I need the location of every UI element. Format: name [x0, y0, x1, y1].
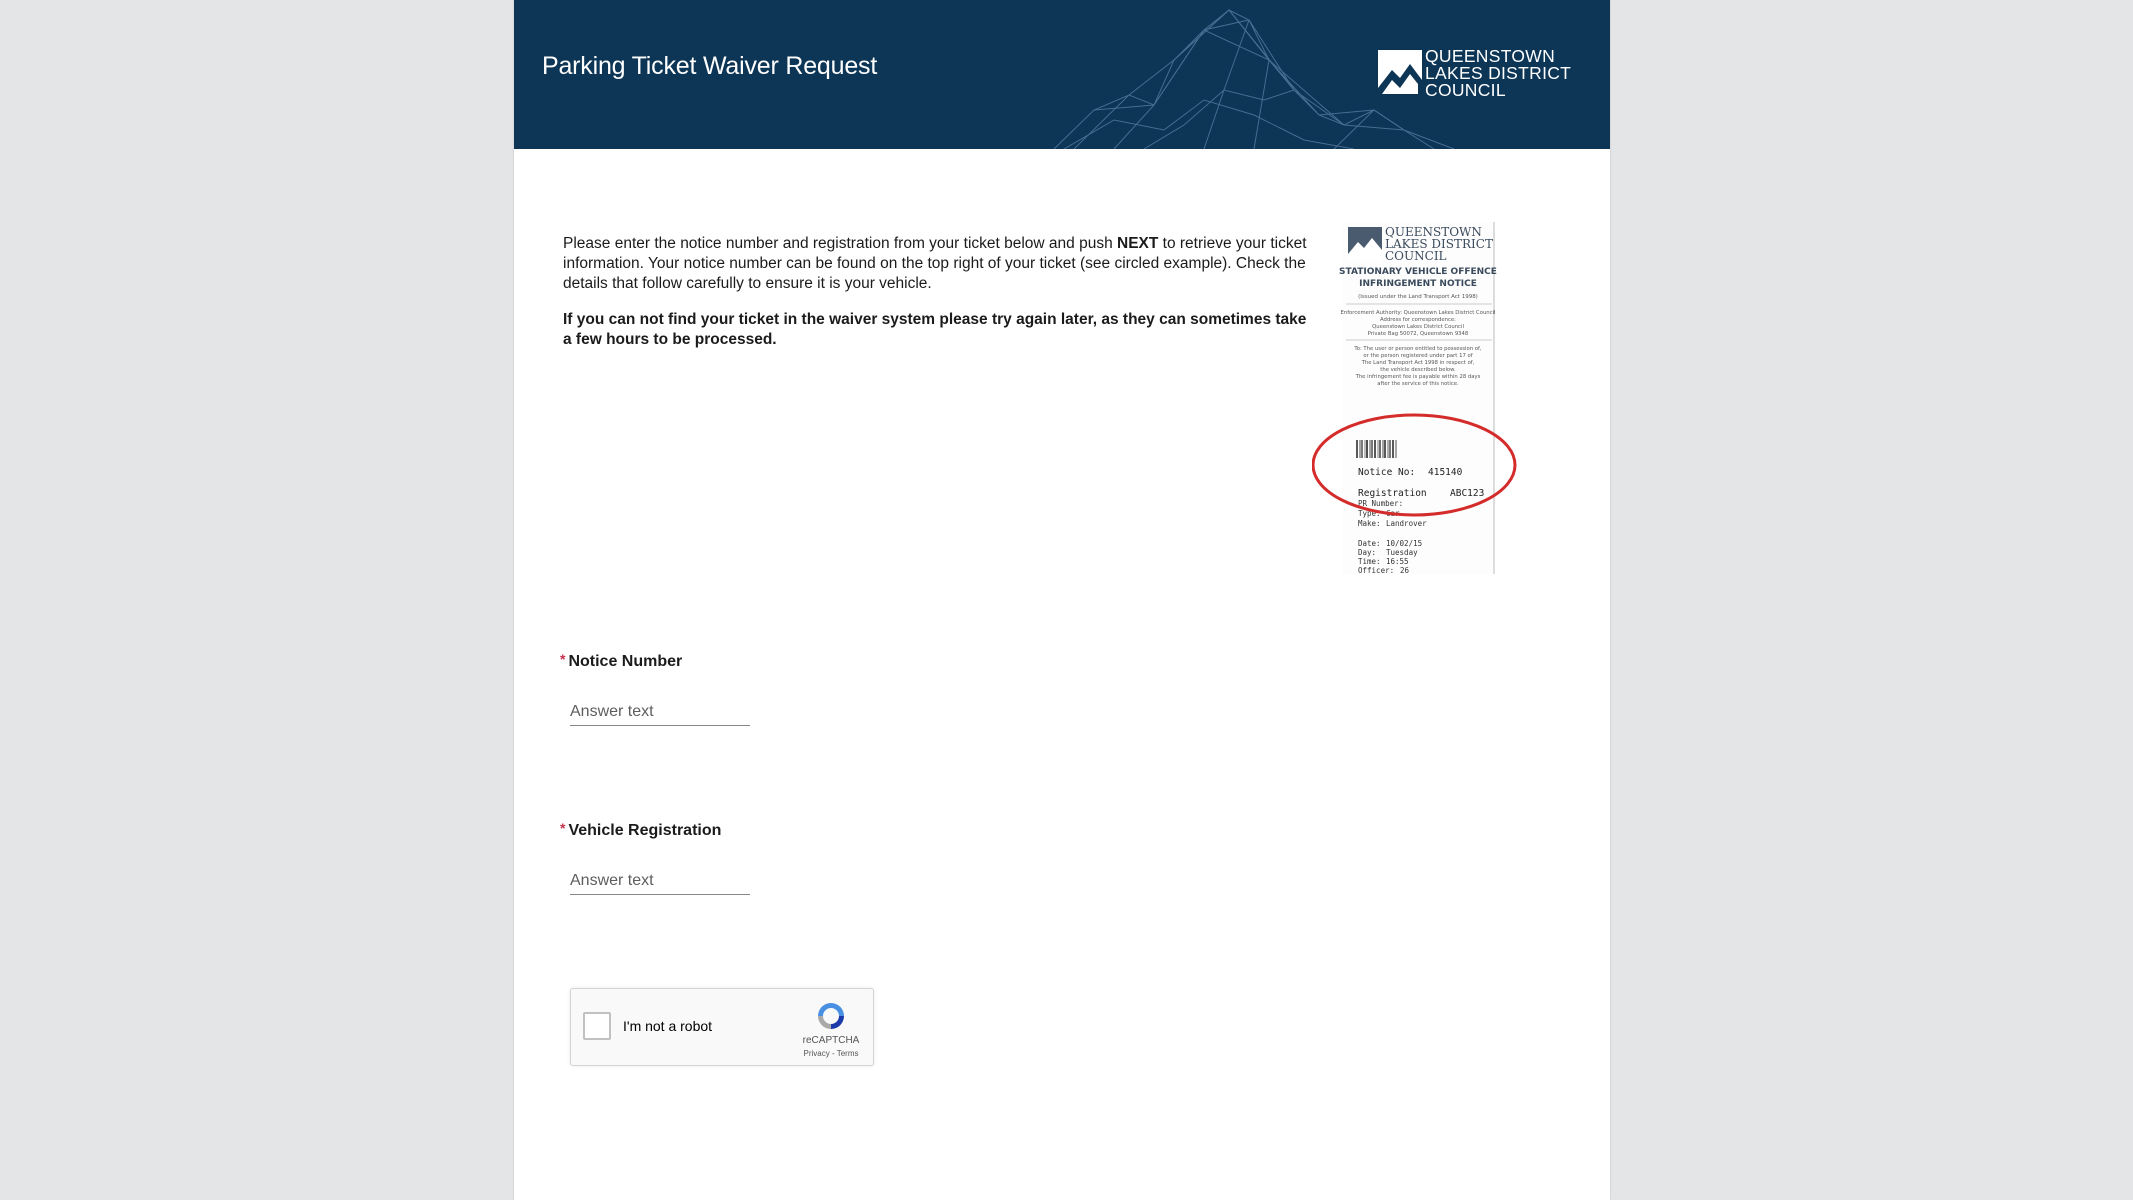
- question-title: Vehicle Registration: [568, 822, 722, 839]
- form-title: Parking Ticket Waiver Request: [542, 52, 878, 80]
- ticket-to-line: the vehicle described below.: [1380, 367, 1456, 373]
- logo-line: QUEENSTOWN: [1425, 46, 1556, 66]
- recaptcha-brand: reCAPTCHA: [802, 1035, 860, 1046]
- ticket-field-label: Officer:: [1358, 566, 1395, 574]
- intro-emphasis: NEXT: [1117, 235, 1159, 252]
- ticket-council-line: COUNCIL: [1385, 249, 1447, 263]
- intro-note: If you can not find your ticket in the waiver system please try again later, as they can sometimes take a few hours to be processed.: [563, 311, 1307, 348]
- ticket-notice-label: Notice No:: [1358, 467, 1416, 478]
- question-label: [560, 651, 682, 671]
- ticket-field-label: Type:: [1358, 509, 1381, 518]
- ticket-to-line: or the person registered under part 17 of: [1363, 353, 1473, 359]
- form-page: [514, 0, 1610, 1200]
- recaptcha-label: I'm not a robot: [623, 1018, 713, 1034]
- intro-text-cont: to retrieve your ticket information. Your notice number can be found on the top right of your ticket (see circled example). Check the details that follow carefully to ensure it is your vehicle.: [563, 235, 1307, 292]
- ticket-authority-line: Private Bag 50072, Queenstown 9348: [1367, 331, 1469, 337]
- ticket-authority-line: Queenstown Lakes District Council: [1372, 324, 1464, 330]
- ticket-council-line: LAKES DISTRICT: [1385, 237, 1493, 251]
- ticket-field-value: Tuesday: [1386, 548, 1418, 557]
- form-header: [514, 0, 1610, 149]
- mountain-logo-icon: [1378, 50, 1422, 94]
- question-notice-number: [560, 651, 682, 671]
- ticket-heading: INFRINGEMENT NOTICE: [1359, 279, 1477, 289]
- logo-line: LAKES DISTRICT: [1425, 63, 1572, 83]
- ticket-example-image: [1312, 222, 1522, 574]
- intro-paragraph: [563, 234, 1308, 294]
- recaptcha-privacy-terms-link[interactable]: Privacy - Terms: [803, 1049, 859, 1058]
- ticket-field-value: Car: [1386, 509, 1400, 518]
- form-description: [563, 234, 1308, 366]
- ticket-to-line: after the service of this notice.: [1377, 381, 1459, 387]
- ticket-field-value: 16:55: [1386, 557, 1409, 566]
- ticket-issued: (Issued under the Land Transport Act 1998): [1358, 294, 1478, 300]
- notice-number-input[interactable]: [570, 699, 750, 726]
- recaptcha-logo-icon: [814, 999, 848, 1033]
- required-marker: *: [560, 651, 566, 667]
- ticket-field-value: Landrover: [1386, 519, 1427, 528]
- ticket-authority-line: Address for correspondence:: [1380, 317, 1456, 323]
- ticket-field-label: Day:: [1358, 548, 1377, 557]
- ticket-registration-value: ABC123: [1450, 488, 1485, 499]
- ticket-to-line: The Land Transport Act 1998 in respect of,: [1361, 360, 1475, 366]
- ticket-council-line: QUEENSTOWN: [1385, 225, 1482, 239]
- logo-line: COUNCIL: [1425, 80, 1506, 100]
- required-marker: *: [560, 820, 566, 836]
- ticket-field-label: Make:: [1358, 519, 1381, 528]
- question-label: [560, 820, 721, 840]
- ticket-field-label: Time:: [1358, 557, 1381, 566]
- council-logo-text: [1425, 48, 1571, 99]
- recaptcha-widget: [570, 988, 874, 1066]
- ticket-heading: STATIONARY VEHICLE OFFENCE: [1339, 267, 1497, 277]
- ticket-field-label: PR Number:: [1358, 499, 1404, 508]
- vehicle-registration-input[interactable]: [570, 868, 750, 895]
- ticket-authority-line: Enforcement Authority: Queenstown Lakes District Council: [1340, 310, 1496, 316]
- intro-text: Please enter the notice number and registration from your ticket below and push: [563, 235, 1118, 252]
- ticket-field-value: 26: [1400, 566, 1410, 574]
- ticket-to-line: The infringement fee is payable within 28 days: [1355, 374, 1481, 380]
- recaptcha-checkbox[interactable]: [583, 1012, 611, 1040]
- ticket-field-label: Date:: [1358, 539, 1381, 548]
- question-title: Notice Number: [568, 653, 683, 670]
- ticket-logo-icon: [1348, 227, 1382, 261]
- ticket-registration-label: Registration: [1358, 488, 1427, 499]
- ticket-notice-value: 415140: [1428, 467, 1463, 478]
- question-vehicle-registration: [560, 820, 721, 840]
- ticket-to-line: To: The user or person entitled to possession of,: [1354, 346, 1482, 352]
- ticket-field-value: 10/02/15: [1386, 539, 1423, 548]
